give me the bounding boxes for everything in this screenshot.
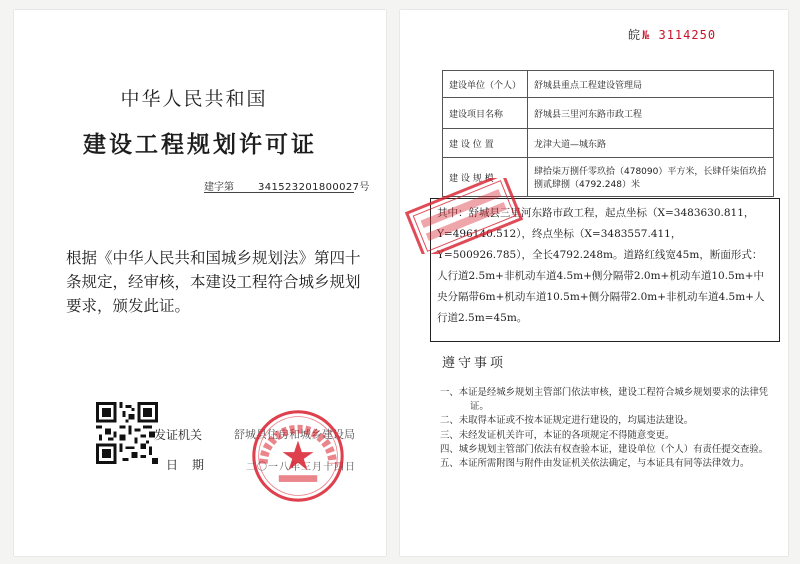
list-item: 三、未经发证机关许可，本证的各项规定不得随意变更。 [440, 429, 675, 441]
list-item: 四、城乡规划主管部门依法有权查验本证，建设单位（个人）有责任提交查验。 [440, 443, 769, 455]
qr-code-icon [96, 402, 158, 464]
attached-notes-box: 其中：舒城县三里河东路市政工程，起点坐标（X=3483630.811，Y=496140.512），终点坐标（X=3483557.411，Y=500926.785），全长4792.248m。道路红线宽45m，断面形式：人行道2.5m+非机动车道4.5m+侧分隔带2.0m+机动车道10.5m+中央分隔带6m+机动车道10.5m+侧分隔带2.0m+非机动车道4.5m+人行道2.5m=45m。 [430, 198, 780, 342]
serial-province-prefix: 皖 [628, 28, 641, 42]
rectangular-approval-stamp-icon [404, 178, 524, 254]
issue-date-label: 日期 [166, 458, 219, 472]
table-row [443, 98, 774, 129]
list-item: 一、本证是经城乡规划主管部门依法审核，建设工程符合城乡规划要求的法律凭证。 [440, 387, 769, 413]
issuing-authority-label: 发证机关 [154, 428, 203, 442]
list-item: 五、本证所需附图与附件由发证机关依法确定，与本证具有同等法律效力。 [440, 458, 750, 470]
table-label: 建设单位（个人） [443, 71, 528, 98]
issue-date-value: 二〇一八年三月十四日 [246, 462, 356, 473]
table-value: 舒城县重点工程建设管理局 [528, 71, 774, 98]
list-item: 二、未取得本证或不按本证规定进行建设的，均属违法建设。 [440, 415, 694, 427]
table-value: 舒城县三里河东路市政工程 [528, 98, 774, 129]
table-row [443, 129, 774, 158]
serial-number-value: № 3114250 [642, 28, 717, 42]
certificate-number-line [204, 178, 370, 193]
certificate-number-prefix: 建字第 [204, 182, 234, 193]
certificate-detail-page [400, 10, 788, 556]
issuance-basis-text: 根据《中华人民共和国城乡规划法》第四十条规定，经审核，本建设工程符合城乡规划要求，颁发此证。 [66, 249, 361, 315]
reminders-list [430, 386, 770, 471]
table-label: 建 设 规 模 [443, 158, 528, 197]
certificate-cover-page [14, 10, 386, 556]
reminders-title: 遵守事项 [442, 356, 507, 371]
certificate-title: 建设工程规划许可证 [83, 132, 317, 158]
certificate-number-underline [204, 192, 354, 193]
official-round-seal-icon [250, 408, 346, 504]
table-value: 肆拾柒万捌仟零玖拾（478090）平方米，长肆仟柒佰玖拾捌贰肆捌（4792.248）米 [528, 158, 774, 197]
country-name: 中华人民共和国 [120, 88, 268, 110]
table-label: 建设项目名称 [443, 98, 528, 129]
table-value: 龙津大道—城东路 [528, 129, 774, 158]
table-label: 建 设 位 置 [443, 129, 528, 158]
serial-number [628, 26, 716, 43]
issuing-authority-name: 舒城县住房和城乡建设局 [234, 428, 355, 441]
table-row [443, 71, 774, 98]
certificate-number: 341523201800027号 [258, 182, 370, 193]
